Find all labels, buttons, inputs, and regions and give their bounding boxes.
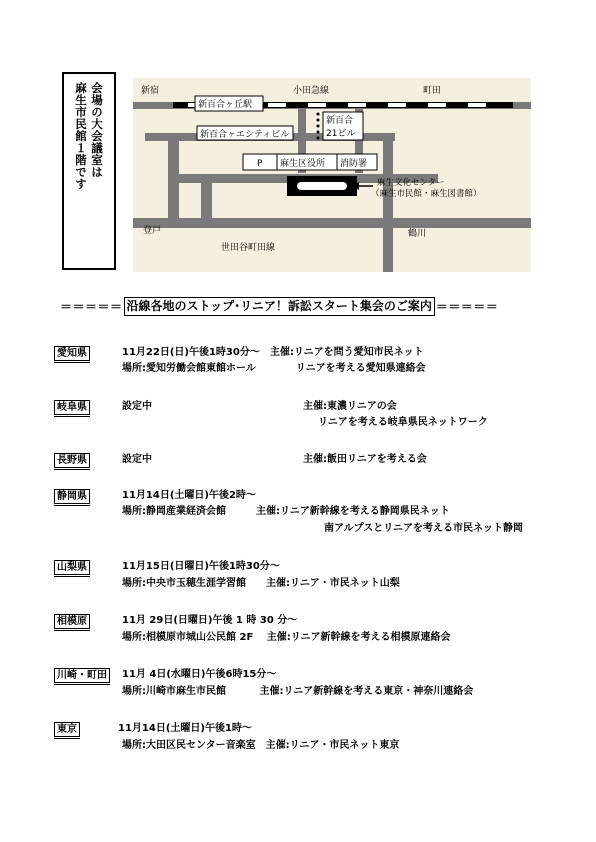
map-label-ward-office: 麻生区役所 (280, 159, 326, 169)
map-label-bldg21-2: 21ビル (326, 129, 356, 139)
event-pref-label: 長野県 (54, 453, 90, 468)
road-left2-vertical (201, 183, 212, 228)
event-line: 設定中 (122, 401, 152, 412)
event-line: 場所:静岡産業経済会館 主催:リニア新幹線を考える静岡県民ネット (122, 506, 450, 517)
event-line: 11月14日(土曜日)午後1時～ (118, 723, 252, 734)
event-line: 場所:相模原市城山公民館 2F 主催:リニア新幹線を考える相模原連絡会 (122, 632, 451, 643)
venue-map-svg (133, 78, 531, 272)
venue-notice-box (62, 72, 116, 270)
map-label-machida: 町田 (423, 86, 442, 96)
map-label-odakyu: 小田急線 (293, 86, 330, 96)
map-label-elcity: 新百合ヶエシティビル (200, 130, 290, 140)
road-bottom (133, 218, 531, 228)
event-line: 設定中 (122, 454, 152, 465)
event-line: 南アルプスとリニアを考える市民ネット静岡 (324, 523, 523, 534)
map-label-tsurumi: 登戸 (143, 226, 162, 236)
venue-notice-line1: 会場の大会議室は (90, 82, 104, 178)
event-line: 11月 4日(水曜日)午後6時15分～ (122, 669, 277, 680)
event-line: 場所:大田区民センター音楽室 主催:リニア・市民ネット東京 (122, 740, 400, 751)
event-pref-label: 川崎・町田 (54, 668, 110, 683)
event-pref-label: 岐阜県 (54, 400, 90, 415)
banner-left-rule: ＝＝＝＝＝ (60, 299, 123, 314)
road-left-vertical (168, 133, 179, 228)
event-line: 主催:飯田リニアを考える会 (303, 454, 427, 465)
map-label-parking: P (257, 159, 263, 169)
event-line: 場所:川崎市麻生市民館 主催:リニア新幹線を考える東京・神奈川連絡会 (122, 686, 474, 697)
event-pref-label: 静岡県 (54, 489, 90, 504)
venue-notice-line2: 麻生市民館１階です (74, 82, 88, 190)
culture-center-hall (297, 182, 347, 190)
map-label-bldg21-1: 新百合 (326, 116, 354, 126)
events-banner (60, 296, 536, 316)
venue-map (133, 78, 531, 272)
map-label-fire-station: 消防署 (340, 159, 368, 169)
event-pref-label: 愛知県 (54, 346, 90, 361)
event-line: 11月15日(日曜日)午後1時30分～ (122, 561, 280, 572)
event-line: 場所:中央市玉穂生涯学習館 主催:リニア・市民ネット山梨 (122, 578, 400, 589)
event-line: 11月 29日(日曜日)午後 1 時 30 分～ (122, 615, 298, 626)
event-pref-label: 相模原 (54, 614, 90, 629)
banner-title: 沿線各地のストップ･リニア！訴訟スタート集会のご案内 (124, 297, 435, 316)
banner-right-rule: ＝＝＝＝＝ (435, 299, 499, 314)
map-label-tsurukawa: 鶴川 (408, 229, 427, 239)
road-right-lower (383, 218, 393, 272)
map-label-setagaya: 世田谷町田線 (221, 243, 276, 253)
venue-notice-text (73, 82, 105, 268)
map-label-station: 新百合ヶ丘駅 (198, 100, 253, 110)
map-label-culture-center-sub: （麻生市民館・麻生図書館） (371, 189, 482, 199)
event-line: 11月14日(土曜日)午後2時～ (122, 490, 256, 501)
event-line: 主催:東濃リニアの会 (303, 401, 397, 412)
map-label-shinjuku: 新宿 (141, 86, 160, 96)
map-label-culture-center: 麻生文化センター (377, 178, 445, 188)
event-line: 場所:愛知労働会館東館ホール リニアを考える愛知県連絡会 (122, 363, 426, 374)
event-pref-label: 山梨県 (54, 560, 90, 575)
event-line: 11月22日(日)午後1時30分～ 主催:リニアを問う愛知市民ネット (122, 347, 424, 358)
event-pref-label: 東京 (54, 722, 80, 737)
event-line: リニアを考える岐阜県民ネットワーク (318, 417, 488, 428)
